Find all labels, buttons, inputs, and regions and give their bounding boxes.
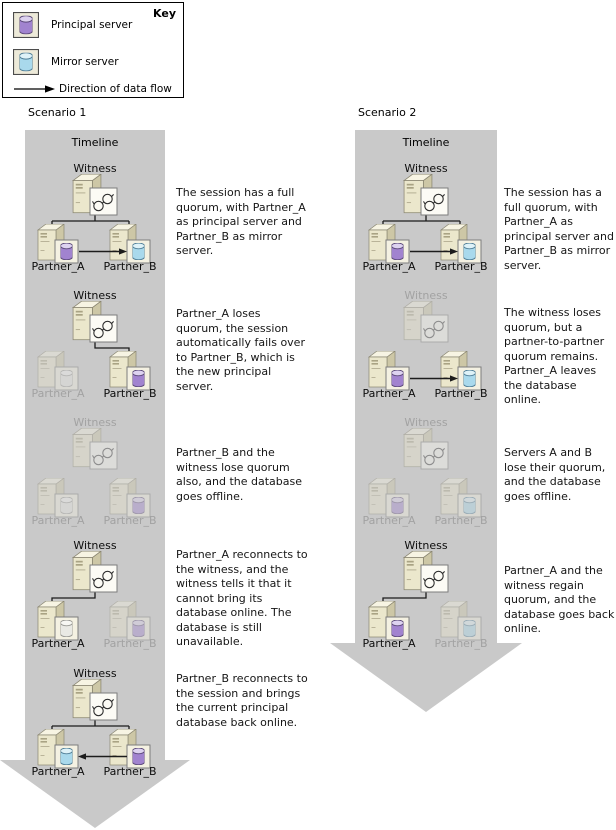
key-item-mirror-label: Mirror server bbox=[51, 56, 119, 68]
s1-stage2-diagram bbox=[25, 289, 165, 407]
partner-a-server-icon bbox=[369, 351, 409, 390]
partner-b-server-icon bbox=[441, 224, 481, 263]
witness-server-icon bbox=[73, 174, 117, 215]
partner-b-label: Partner_B bbox=[434, 387, 488, 400]
witness-server-icon bbox=[404, 301, 448, 342]
principal-server-icon bbox=[13, 12, 39, 38]
witness-label: Witness bbox=[73, 289, 117, 302]
partner-a-server-icon bbox=[38, 601, 78, 640]
s1-stage5-diagram bbox=[25, 667, 165, 785]
witness-server-icon bbox=[73, 428, 117, 469]
witness-label: Witness bbox=[73, 667, 117, 680]
stage-description: Partner_B reconnects to the session and brings the current principal database back online. bbox=[176, 672, 308, 729]
partner-b-server-icon bbox=[441, 601, 481, 640]
data-flow-arrow bbox=[410, 375, 458, 381]
witness-server-icon bbox=[73, 301, 117, 342]
partner-a-server-icon bbox=[369, 601, 409, 640]
s2-stage1-diagram bbox=[356, 162, 496, 280]
partner-a-label: Partner_A bbox=[362, 387, 416, 400]
witness-server-icon bbox=[404, 428, 448, 469]
partner-a-label: Partner_A bbox=[31, 637, 85, 650]
partner-a-label: Partner_A bbox=[362, 514, 416, 527]
stage-description: Partner_A and the witness regain quorum, and the database goes back online. bbox=[504, 564, 615, 635]
s2-stage2-diagram bbox=[356, 289, 496, 407]
partner-b-label: Partner_B bbox=[103, 765, 157, 778]
partner-b-server-icon bbox=[110, 729, 150, 768]
data-flow-arrow-icon bbox=[11, 83, 59, 95]
stage-description: Partner_A loses quorum, the session automatically fails over to Partner_B, which is the new principal server. bbox=[176, 307, 305, 393]
witness-server-icon bbox=[73, 551, 117, 592]
witness-label: Witness bbox=[73, 162, 117, 175]
partner-b-server-icon bbox=[110, 601, 150, 640]
key-title: Key bbox=[153, 7, 176, 20]
partner-a-server-icon bbox=[38, 729, 78, 768]
witness-label: Witness bbox=[404, 289, 448, 302]
s1-stage4-diagram bbox=[25, 539, 165, 657]
partner-b-label: Partner_B bbox=[434, 637, 488, 650]
witness-server-icon bbox=[404, 551, 448, 592]
partner-b-label: Partner_B bbox=[103, 387, 157, 400]
partner-a-server-icon bbox=[38, 478, 78, 517]
partner-b-label: Partner_B bbox=[434, 260, 488, 273]
partner-a-label: Partner_A bbox=[31, 514, 85, 527]
partner-a-label: Partner_A bbox=[31, 765, 85, 778]
data-flow-arrow bbox=[79, 248, 127, 254]
witness-label: Witness bbox=[73, 539, 117, 552]
witness-server-icon bbox=[404, 174, 448, 215]
partner-b-label: Partner_B bbox=[103, 637, 157, 650]
key-legend bbox=[2, 2, 184, 98]
partner-a-server-icon bbox=[369, 478, 409, 517]
s1-stage3-diagram bbox=[25, 416, 165, 534]
witness-label: Witness bbox=[404, 539, 448, 552]
witness-label: Witness bbox=[404, 416, 448, 429]
stage-description: Servers A and B lose their quorum, and the database goes offline. bbox=[504, 446, 606, 503]
s2-stage3-diagram bbox=[356, 416, 496, 534]
stage-description: The witness loses quorum, but a partner-to-partner quorum remains. Partner_A leaves the database online. bbox=[504, 306, 605, 406]
partner-a-label: Partner_A bbox=[31, 387, 85, 400]
partner-b-server-icon bbox=[110, 224, 150, 263]
scenario1-title: Scenario 1 bbox=[28, 106, 87, 119]
stage-description: The session has a full quorum, with Partner_A as principal server and Partner_B as mirror server. bbox=[504, 186, 614, 272]
partner-a-server-icon bbox=[369, 224, 409, 263]
scenario2-title: Scenario 2 bbox=[358, 106, 417, 119]
stage-description: The session has a full quorum, with Partner_A as principal server and Partner_B as mirror server. bbox=[176, 186, 306, 257]
scenario1-timeline-label: Timeline bbox=[71, 136, 119, 149]
partner-a-label: Partner_A bbox=[362, 637, 416, 650]
partner-b-label: Partner_B bbox=[434, 514, 488, 527]
witness-server-icon bbox=[73, 679, 117, 720]
partner-b-server-icon bbox=[441, 478, 481, 517]
witness-label: Witness bbox=[73, 416, 117, 429]
partner-a-server-icon bbox=[38, 351, 78, 390]
stage-description: Partner_B and the witness lose quorum also, and the database goes offline. bbox=[176, 446, 302, 503]
witness-label: Witness bbox=[404, 162, 448, 175]
stage-description: Partner_A reconnects to the witness, and the witness tells it that it cannot bring its database online. The database is still unavailable. bbox=[176, 548, 308, 648]
partner-b-label: Partner_B bbox=[103, 260, 157, 273]
data-flow-arrow bbox=[410, 248, 458, 254]
partner-b-server-icon bbox=[110, 351, 150, 390]
partner-a-label: Partner_A bbox=[362, 260, 416, 273]
key-item-principal-label: Principal server bbox=[51, 19, 133, 31]
s1-stage1-diagram bbox=[25, 162, 165, 280]
key-item-flow-label: Direction of data flow bbox=[59, 83, 172, 95]
mirror-server-icon bbox=[13, 49, 39, 75]
partner-a-label: Partner_A bbox=[31, 260, 85, 273]
partner-b-server-icon bbox=[441, 351, 481, 390]
partner-a-server-icon bbox=[38, 224, 78, 263]
partner-b-server-icon bbox=[110, 478, 150, 517]
scenario2-timeline-label: Timeline bbox=[402, 136, 450, 149]
partner-b-label: Partner_B bbox=[103, 514, 157, 527]
s2-stage4-diagram bbox=[356, 539, 496, 657]
